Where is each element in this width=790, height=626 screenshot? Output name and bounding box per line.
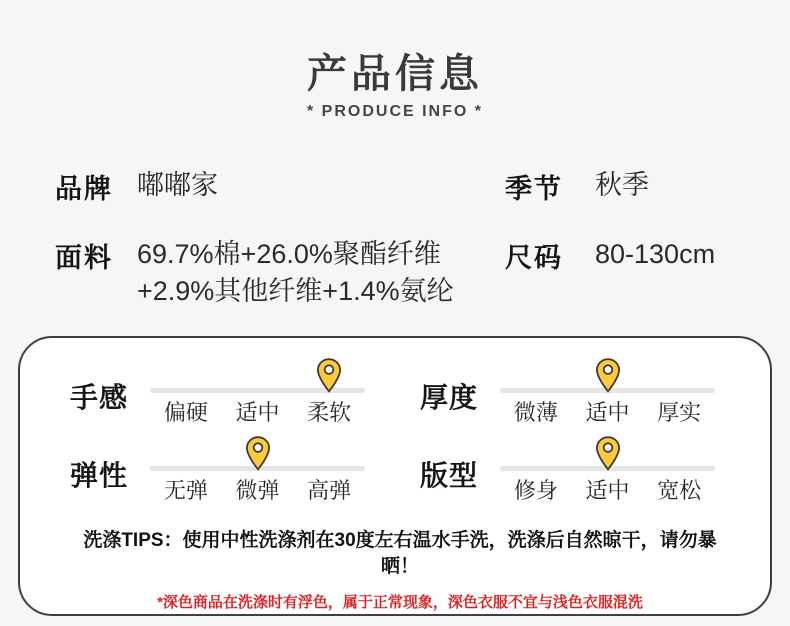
feature-row-fit [420,436,730,503]
color-warning-note: *深色商品在洗涤时有浮色，属于正常现象，深色衣服不宜与浅色衣服混洗 [157,594,643,611]
spec-value-fabric [137,236,454,310]
spec-label-season: 季节 [505,174,563,204]
location-pin-icon [316,358,342,393]
spec-label-brand: 品牌 [55,174,113,204]
spec-value-size: 80-130cm [595,239,716,269]
elasticity-options [150,474,365,505]
features-box [18,336,772,616]
spec-value-season: 秋季 [595,170,649,200]
feature-grid [70,358,730,503]
option-label: 柔软 [307,400,352,425]
feature-label-fit: 版型 [420,460,479,491]
option-label: 微薄 [513,400,558,425]
spec-label-size: 尺码 [505,243,563,273]
thickness-options [500,396,715,427]
feature-row-elasticity [70,436,380,503]
feel-options [150,396,365,427]
fit-slider [500,436,715,503]
header [0,0,790,121]
wash-tips: 洗涤TIPS：使用中性洗涤剂在30度左右温水手洗，洗涤后自然晾干，请勿暴晒！ [83,530,717,577]
spec-label-fabric: 面料 [55,243,113,273]
option-label: 无弹 [163,478,208,503]
page-title: 产品信息 [307,52,483,96]
option-label: 厚实 [657,400,702,425]
option-label: 修身 [513,478,558,503]
spec-value-brand: 嘟嘟家 [137,170,218,200]
fabric-line-1: 69.7%棉+26.0%聚酯纤维 [137,239,441,269]
elasticity-slider [150,436,365,503]
feature-row-feel [70,358,380,425]
thickness-slider [500,358,715,425]
page-subtitle: * PRODUCE INFO * [306,103,483,120]
option-label: 适中 [585,478,630,503]
option-label: 适中 [585,400,630,425]
location-pin-icon [245,436,271,471]
option-label: 适中 [235,400,280,425]
fit-options [500,474,715,505]
feature-label-elasticity: 弹性 [70,460,129,491]
feature-label-feel: 手感 [70,382,129,413]
option-label: 偏硬 [163,400,208,425]
option-label: 高弹 [307,478,352,503]
option-label: 微弹 [235,478,280,503]
spec-season [505,167,760,206]
spec-size [505,236,760,310]
feature-row-thickness [420,358,730,425]
option-label: 宽松 [657,478,702,503]
feature-label-thickness: 厚度 [420,382,479,413]
location-pin-icon [595,358,621,393]
fabric-line-2: +2.9%其他纤维+1.4%氨纶 [137,276,454,306]
spec-list [0,167,790,310]
location-pin-icon [595,436,621,471]
spec-fabric [55,236,505,310]
feel-slider [150,358,365,425]
spec-brand [55,167,505,206]
